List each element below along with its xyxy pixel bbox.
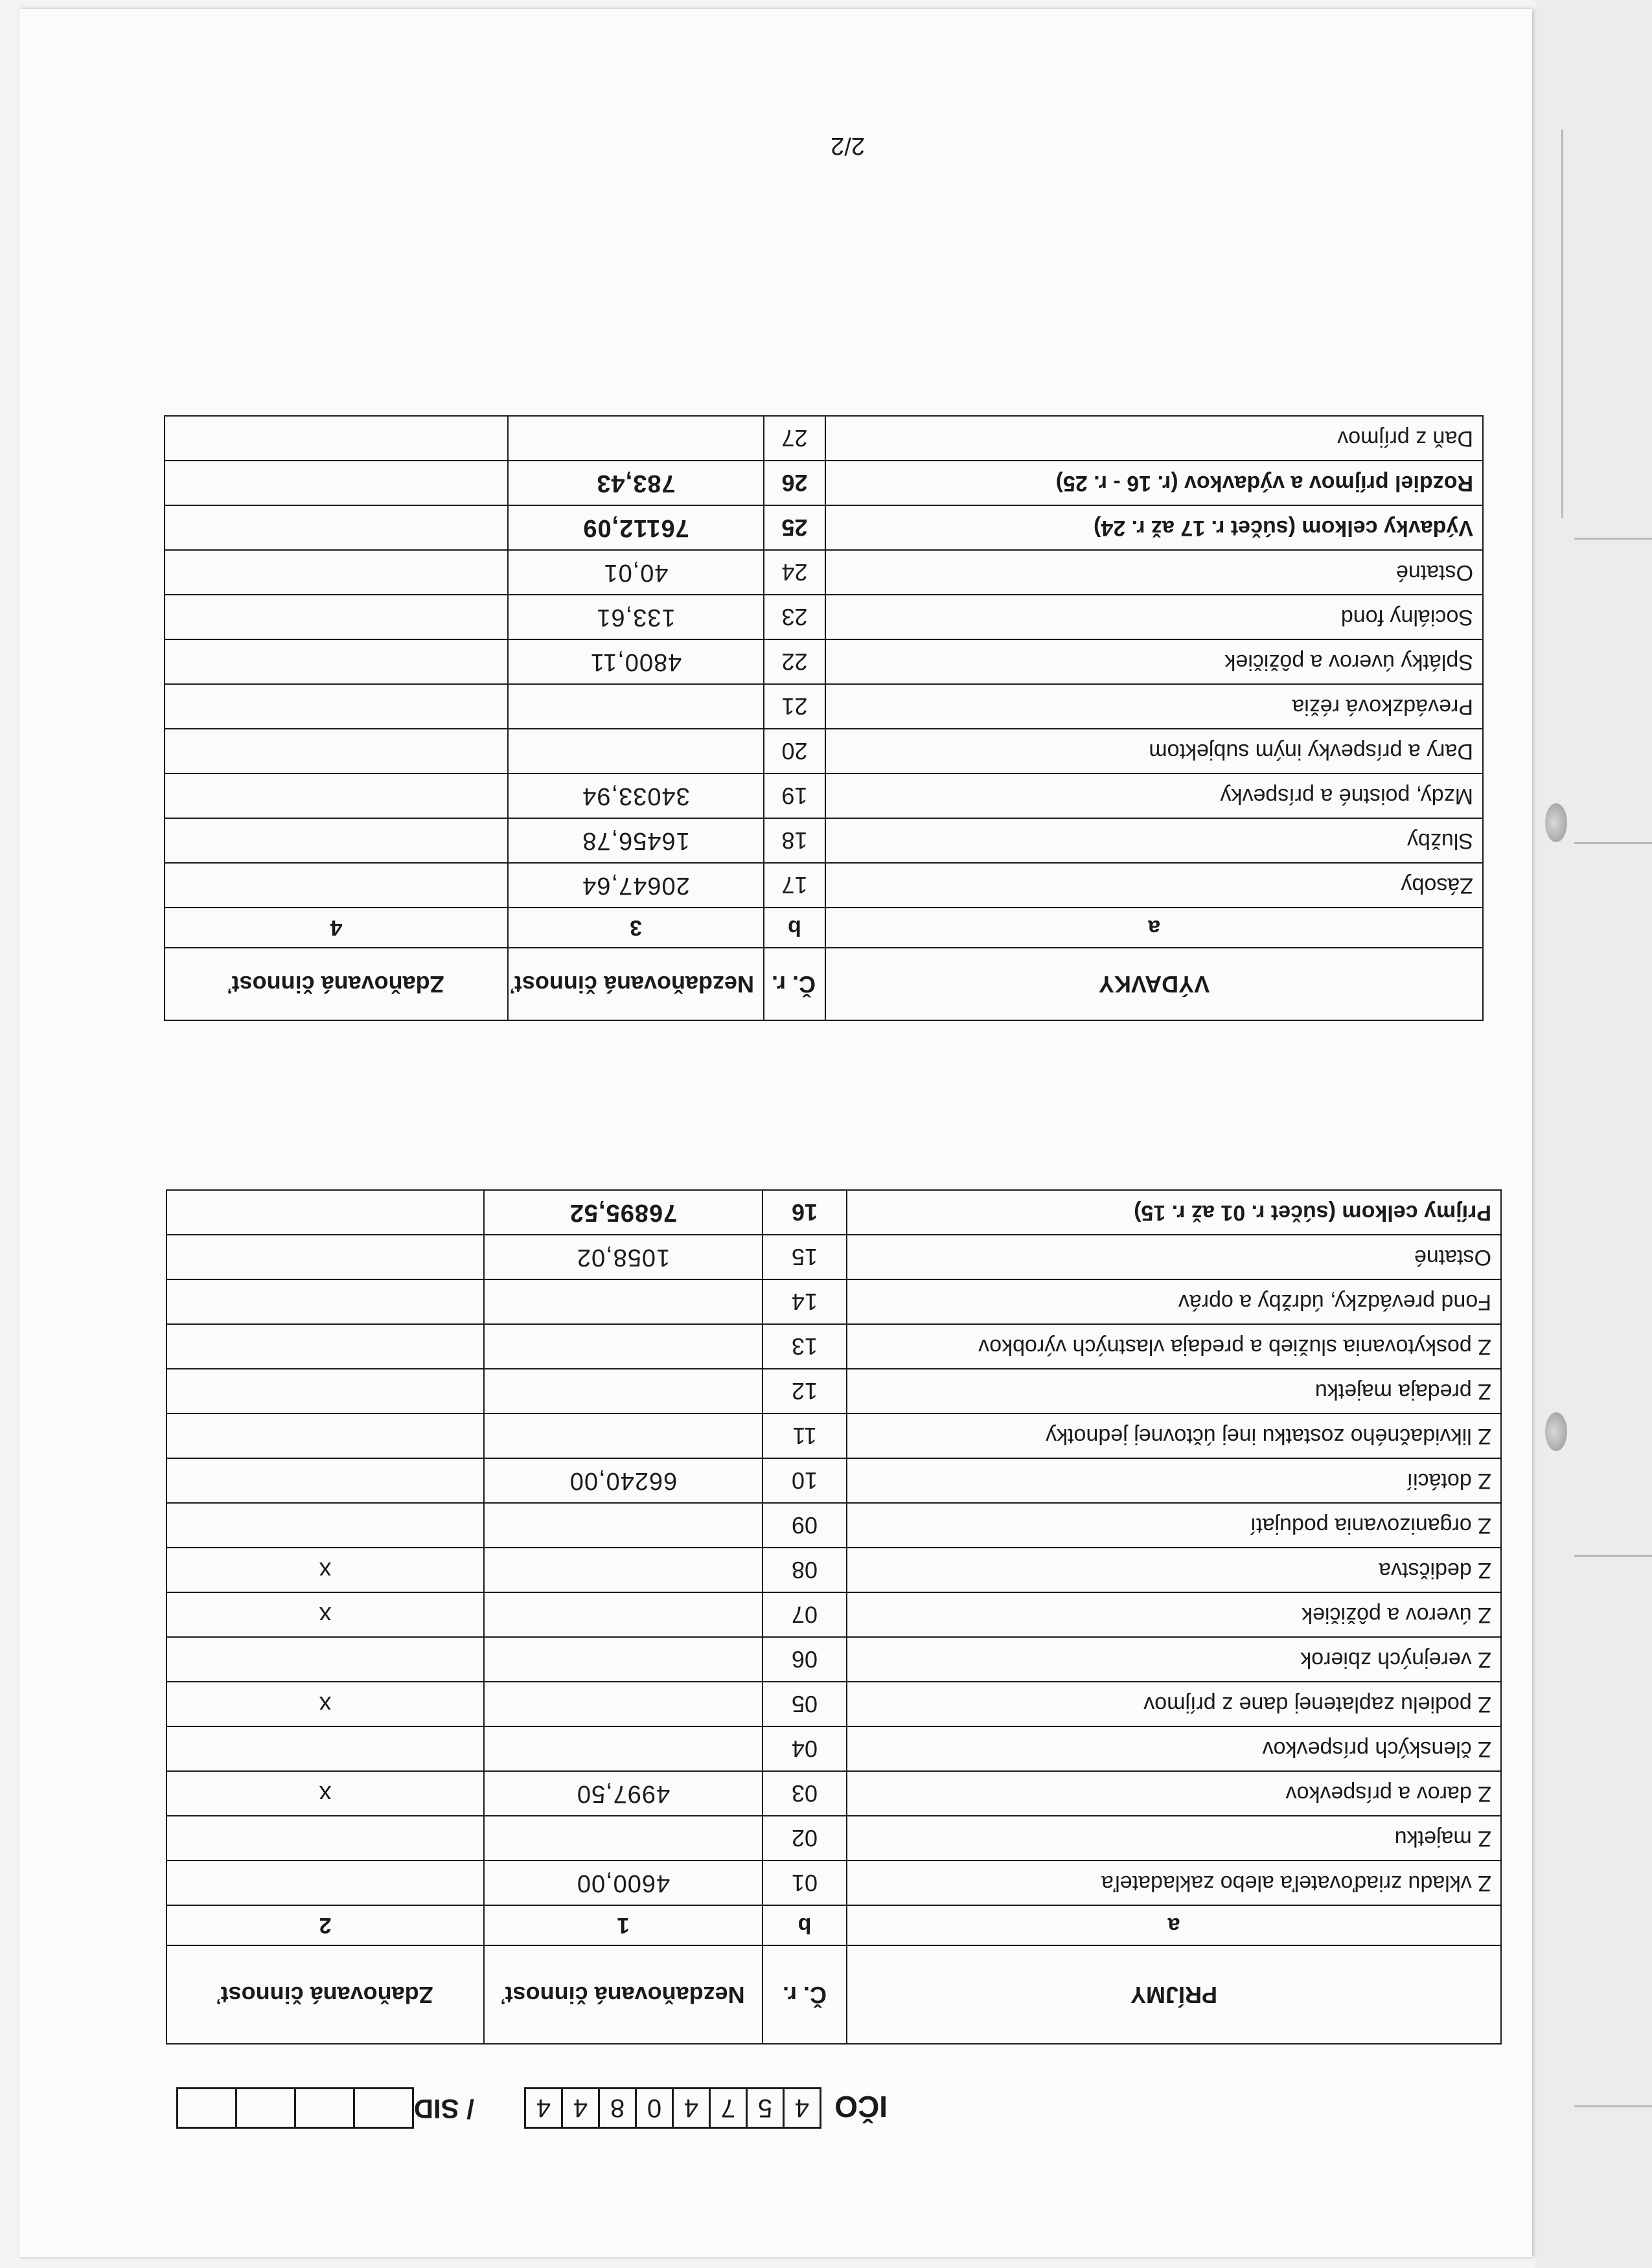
- row-label: Rozdiel príjmov a výdavkov (r. 16 - r. 25): [825, 461, 1483, 505]
- nonbusiness-value: 34033,94: [508, 773, 764, 818]
- business-value: [165, 416, 508, 461]
- business-value: [165, 505, 508, 550]
- business-value: [165, 863, 508, 908]
- income-row: [166, 1458, 1501, 1503]
- ico-digit: 4: [561, 2087, 600, 2129]
- row-number: 17: [764, 863, 825, 908]
- row-label: Z likvidačného zostatku inej účtovnej jednotky: [847, 1414, 1501, 1458]
- expenses-title: VÝDAVKY: [825, 948, 1483, 1020]
- income-subheader-row: [166, 1905, 1501, 1945]
- income-row: [166, 1861, 1501, 1905]
- expense-row: [165, 773, 1483, 818]
- sub-1: 1: [484, 1905, 763, 1945]
- col-business: Zdaňovaná činnosť: [166, 1945, 484, 2044]
- sid-box: [176, 2087, 237, 2129]
- business-value: [166, 1279, 484, 1324]
- expense-row: [165, 863, 1483, 908]
- row-number: 02: [763, 1816, 847, 1861]
- nonbusiness-value: [484, 1369, 763, 1414]
- income-title: PRÍJMY: [847, 1945, 1501, 2044]
- expense-row: [165, 416, 1483, 461]
- business-value: [165, 773, 508, 818]
- row-label: Sociálny fond: [825, 595, 1483, 639]
- expenses-header-row: [165, 948, 1483, 1020]
- income-row: [166, 1682, 1501, 1726]
- nonbusiness-value: 1058,02: [484, 1235, 763, 1279]
- row-label: Fond prevádzky, údržby a opráv: [847, 1279, 1501, 1324]
- row-number: 04: [763, 1726, 847, 1771]
- business-value: [166, 1458, 484, 1503]
- page-number: 2/2: [831, 132, 865, 159]
- expense-row: [165, 461, 1483, 505]
- business-value: [166, 1637, 484, 1682]
- col-business: Zdaňovaná činnosť: [165, 948, 508, 1020]
- row-label: Príjmy celkom (súčet r. 01 až r. 15): [847, 1190, 1501, 1235]
- row-number: 06: [763, 1637, 847, 1682]
- row-number: 25: [764, 505, 825, 550]
- expense-row: [165, 639, 1483, 684]
- row-label: Ostatné: [847, 1235, 1501, 1279]
- nonbusiness-value: 76895,52: [484, 1190, 763, 1235]
- row-label: Z podielu zaplatenej dane z príjmov: [847, 1682, 1501, 1726]
- expenses-table: [164, 415, 1484, 1021]
- sid-box: [235, 2087, 296, 2129]
- sid-boxes: [176, 2087, 412, 2129]
- col-nonbusiness: Nezdaňovaná činnosť: [508, 948, 764, 1020]
- nonbusiness-value: 20647,64: [508, 863, 764, 908]
- row-number: 27: [764, 416, 825, 461]
- business-value: x: [166, 1682, 484, 1726]
- business-value: [165, 729, 508, 773]
- ico-digit: 4: [672, 2087, 711, 2129]
- income-row: [166, 1279, 1501, 1324]
- col-row-number: Č. r.: [763, 1945, 847, 2044]
- row-label: Ostatné: [825, 550, 1483, 595]
- row-label: Zásoby: [825, 863, 1483, 908]
- sub-b: b: [763, 1905, 847, 1945]
- row-number: 03: [763, 1771, 847, 1816]
- row-label: Z dedičstva: [847, 1548, 1501, 1592]
- business-value: [166, 1503, 484, 1548]
- row-label: Z darov a príspevkov: [847, 1771, 1501, 1816]
- row-label: Daň z príjmov: [825, 416, 1483, 461]
- nonbusiness-value: 4600,00: [484, 1861, 763, 1905]
- nonbusiness-value: [484, 1637, 763, 1682]
- row-number: 26: [764, 461, 825, 505]
- row-number: 23: [764, 595, 825, 639]
- income-header-row: [166, 1945, 1501, 2044]
- row-number: 07: [763, 1592, 847, 1637]
- business-value: [166, 1726, 484, 1771]
- row-number: 20: [764, 729, 825, 773]
- income-row: [166, 1235, 1501, 1279]
- expense-row: [165, 729, 1483, 773]
- business-value: [165, 550, 508, 595]
- row-number: 12: [763, 1369, 847, 1414]
- ico-digit: 4: [524, 2087, 563, 2129]
- ico-label: IČO: [834, 2090, 888, 2124]
- nonbusiness-value: [484, 1548, 763, 1592]
- business-value: [166, 1324, 484, 1369]
- nonbusiness-value: [484, 1592, 763, 1637]
- expense-row: [165, 595, 1483, 639]
- income-row: [166, 1726, 1501, 1771]
- ico-digit: 0: [635, 2087, 674, 2129]
- row-number: 18: [764, 818, 825, 863]
- row-number: 05: [763, 1682, 847, 1726]
- row-number: 22: [764, 639, 825, 684]
- nonbusiness-value: 76112,09: [508, 505, 764, 550]
- row-label: Z verejných zbierok: [847, 1637, 1501, 1682]
- nonbusiness-value: 40,01: [508, 550, 764, 595]
- row-label: Mzdy, poistné a príspevky: [825, 773, 1483, 818]
- nonbusiness-value: 16456,78: [508, 818, 764, 863]
- row-label: Dary a príspevky iným subjektom: [825, 729, 1483, 773]
- nonbusiness-value: [484, 1324, 763, 1369]
- business-value: [166, 1816, 484, 1861]
- sub-a: a: [825, 908, 1483, 948]
- income-row: [166, 1503, 1501, 1548]
- row-number: 15: [763, 1235, 847, 1279]
- sid-box: [294, 2087, 355, 2129]
- nonbusiness-value: [484, 1682, 763, 1726]
- income-row: [166, 1324, 1501, 1369]
- sub-b: b: [764, 908, 825, 948]
- col-nonbusiness: Nezdaňovaná činnosť: [484, 1945, 763, 2044]
- sub-2: 2: [166, 1905, 484, 1945]
- income-row: [166, 1190, 1501, 1235]
- sid-box: [353, 2087, 414, 2129]
- business-value: [165, 684, 508, 729]
- nonbusiness-value: [484, 1726, 763, 1771]
- row-number: 10: [763, 1458, 847, 1503]
- income-row: [166, 1592, 1501, 1637]
- ico-digit-boxes: [524, 2087, 820, 2129]
- business-value: [165, 461, 508, 505]
- income-row: [166, 1771, 1501, 1816]
- nonbusiness-value: [508, 729, 764, 773]
- nonbusiness-value: [508, 684, 764, 729]
- row-label: Z majetku: [847, 1816, 1501, 1861]
- business-value: [166, 1235, 484, 1279]
- nonbusiness-value: [508, 416, 764, 461]
- row-number: 21: [764, 684, 825, 729]
- nonbusiness-value: [484, 1279, 763, 1324]
- expense-row: [165, 550, 1483, 595]
- nonbusiness-value: 4997,50: [484, 1771, 763, 1816]
- nonbusiness-value: 133,61: [508, 595, 764, 639]
- row-number: 19: [764, 773, 825, 818]
- business-value: [166, 1369, 484, 1414]
- nonbusiness-value: 4800,11: [508, 639, 764, 684]
- income-row: [166, 1637, 1501, 1682]
- row-number: 24: [764, 550, 825, 595]
- row-label: Z úverov a pôžičiek: [847, 1592, 1501, 1637]
- row-number: 09: [763, 1503, 847, 1548]
- row-number: 13: [763, 1324, 847, 1369]
- business-value: [165, 595, 508, 639]
- row-label: Z vkladu zriaďovateľa alebo zakladateľa: [847, 1861, 1501, 1905]
- row-label: Z členských príspevkov: [847, 1726, 1501, 1771]
- business-value: [166, 1190, 484, 1235]
- row-number: 16: [763, 1190, 847, 1235]
- business-value: [165, 639, 508, 684]
- sid-label: / SID: [413, 2094, 474, 2124]
- income-row: [166, 1548, 1501, 1592]
- ico-digit: 8: [598, 2087, 637, 2129]
- business-value: [165, 818, 508, 863]
- row-number: 11: [763, 1414, 847, 1458]
- row-label: Prevádzková réžia: [825, 684, 1483, 729]
- row-label: Splátky úverov a pôžičiek: [825, 639, 1483, 684]
- expense-row: [165, 505, 1483, 550]
- col-row-number: Č. r.: [764, 948, 825, 1020]
- nonbusiness-value: 66240,00: [484, 1458, 763, 1503]
- nonbusiness-value: [484, 1816, 763, 1861]
- ico-digit: 4: [783, 2087, 821, 2129]
- row-number: 08: [763, 1548, 847, 1592]
- income-table: [166, 1189, 1502, 2045]
- expense-row: [165, 684, 1483, 729]
- expense-row: [165, 818, 1483, 863]
- sub-4: 4: [165, 908, 508, 948]
- ico-digit: 7: [709, 2087, 748, 2129]
- business-value: [166, 1861, 484, 1905]
- row-label: Z organizovania podujatí: [847, 1503, 1501, 1548]
- row-number: 14: [763, 1279, 847, 1324]
- income-row: [166, 1369, 1501, 1414]
- nonbusiness-value: 783,43: [508, 461, 764, 505]
- income-row: [166, 1816, 1501, 1861]
- business-value: x: [166, 1771, 484, 1816]
- row-label: Z predaja majetku: [847, 1369, 1501, 1414]
- business-value: [166, 1414, 484, 1458]
- nonbusiness-value: [484, 1414, 763, 1458]
- expenses-subheader-row: [165, 908, 1483, 948]
- income-row: [166, 1414, 1501, 1458]
- sub-3: 3: [508, 908, 764, 948]
- row-label: Výdavky celkom (súčet r. 17 až r. 24): [825, 505, 1483, 550]
- row-label: Služby: [825, 818, 1483, 863]
- nonbusiness-value: [484, 1503, 763, 1548]
- row-label: Z poskytovania služieb a predaja vlastných výrobkov: [847, 1324, 1501, 1369]
- row-label: Z dotácií: [847, 1458, 1501, 1503]
- sub-a: a: [847, 1905, 1501, 1945]
- ico-digit: 5: [746, 2087, 785, 2129]
- business-value: x: [166, 1592, 484, 1637]
- business-value: x: [166, 1548, 484, 1592]
- row-number: 01: [763, 1861, 847, 1905]
